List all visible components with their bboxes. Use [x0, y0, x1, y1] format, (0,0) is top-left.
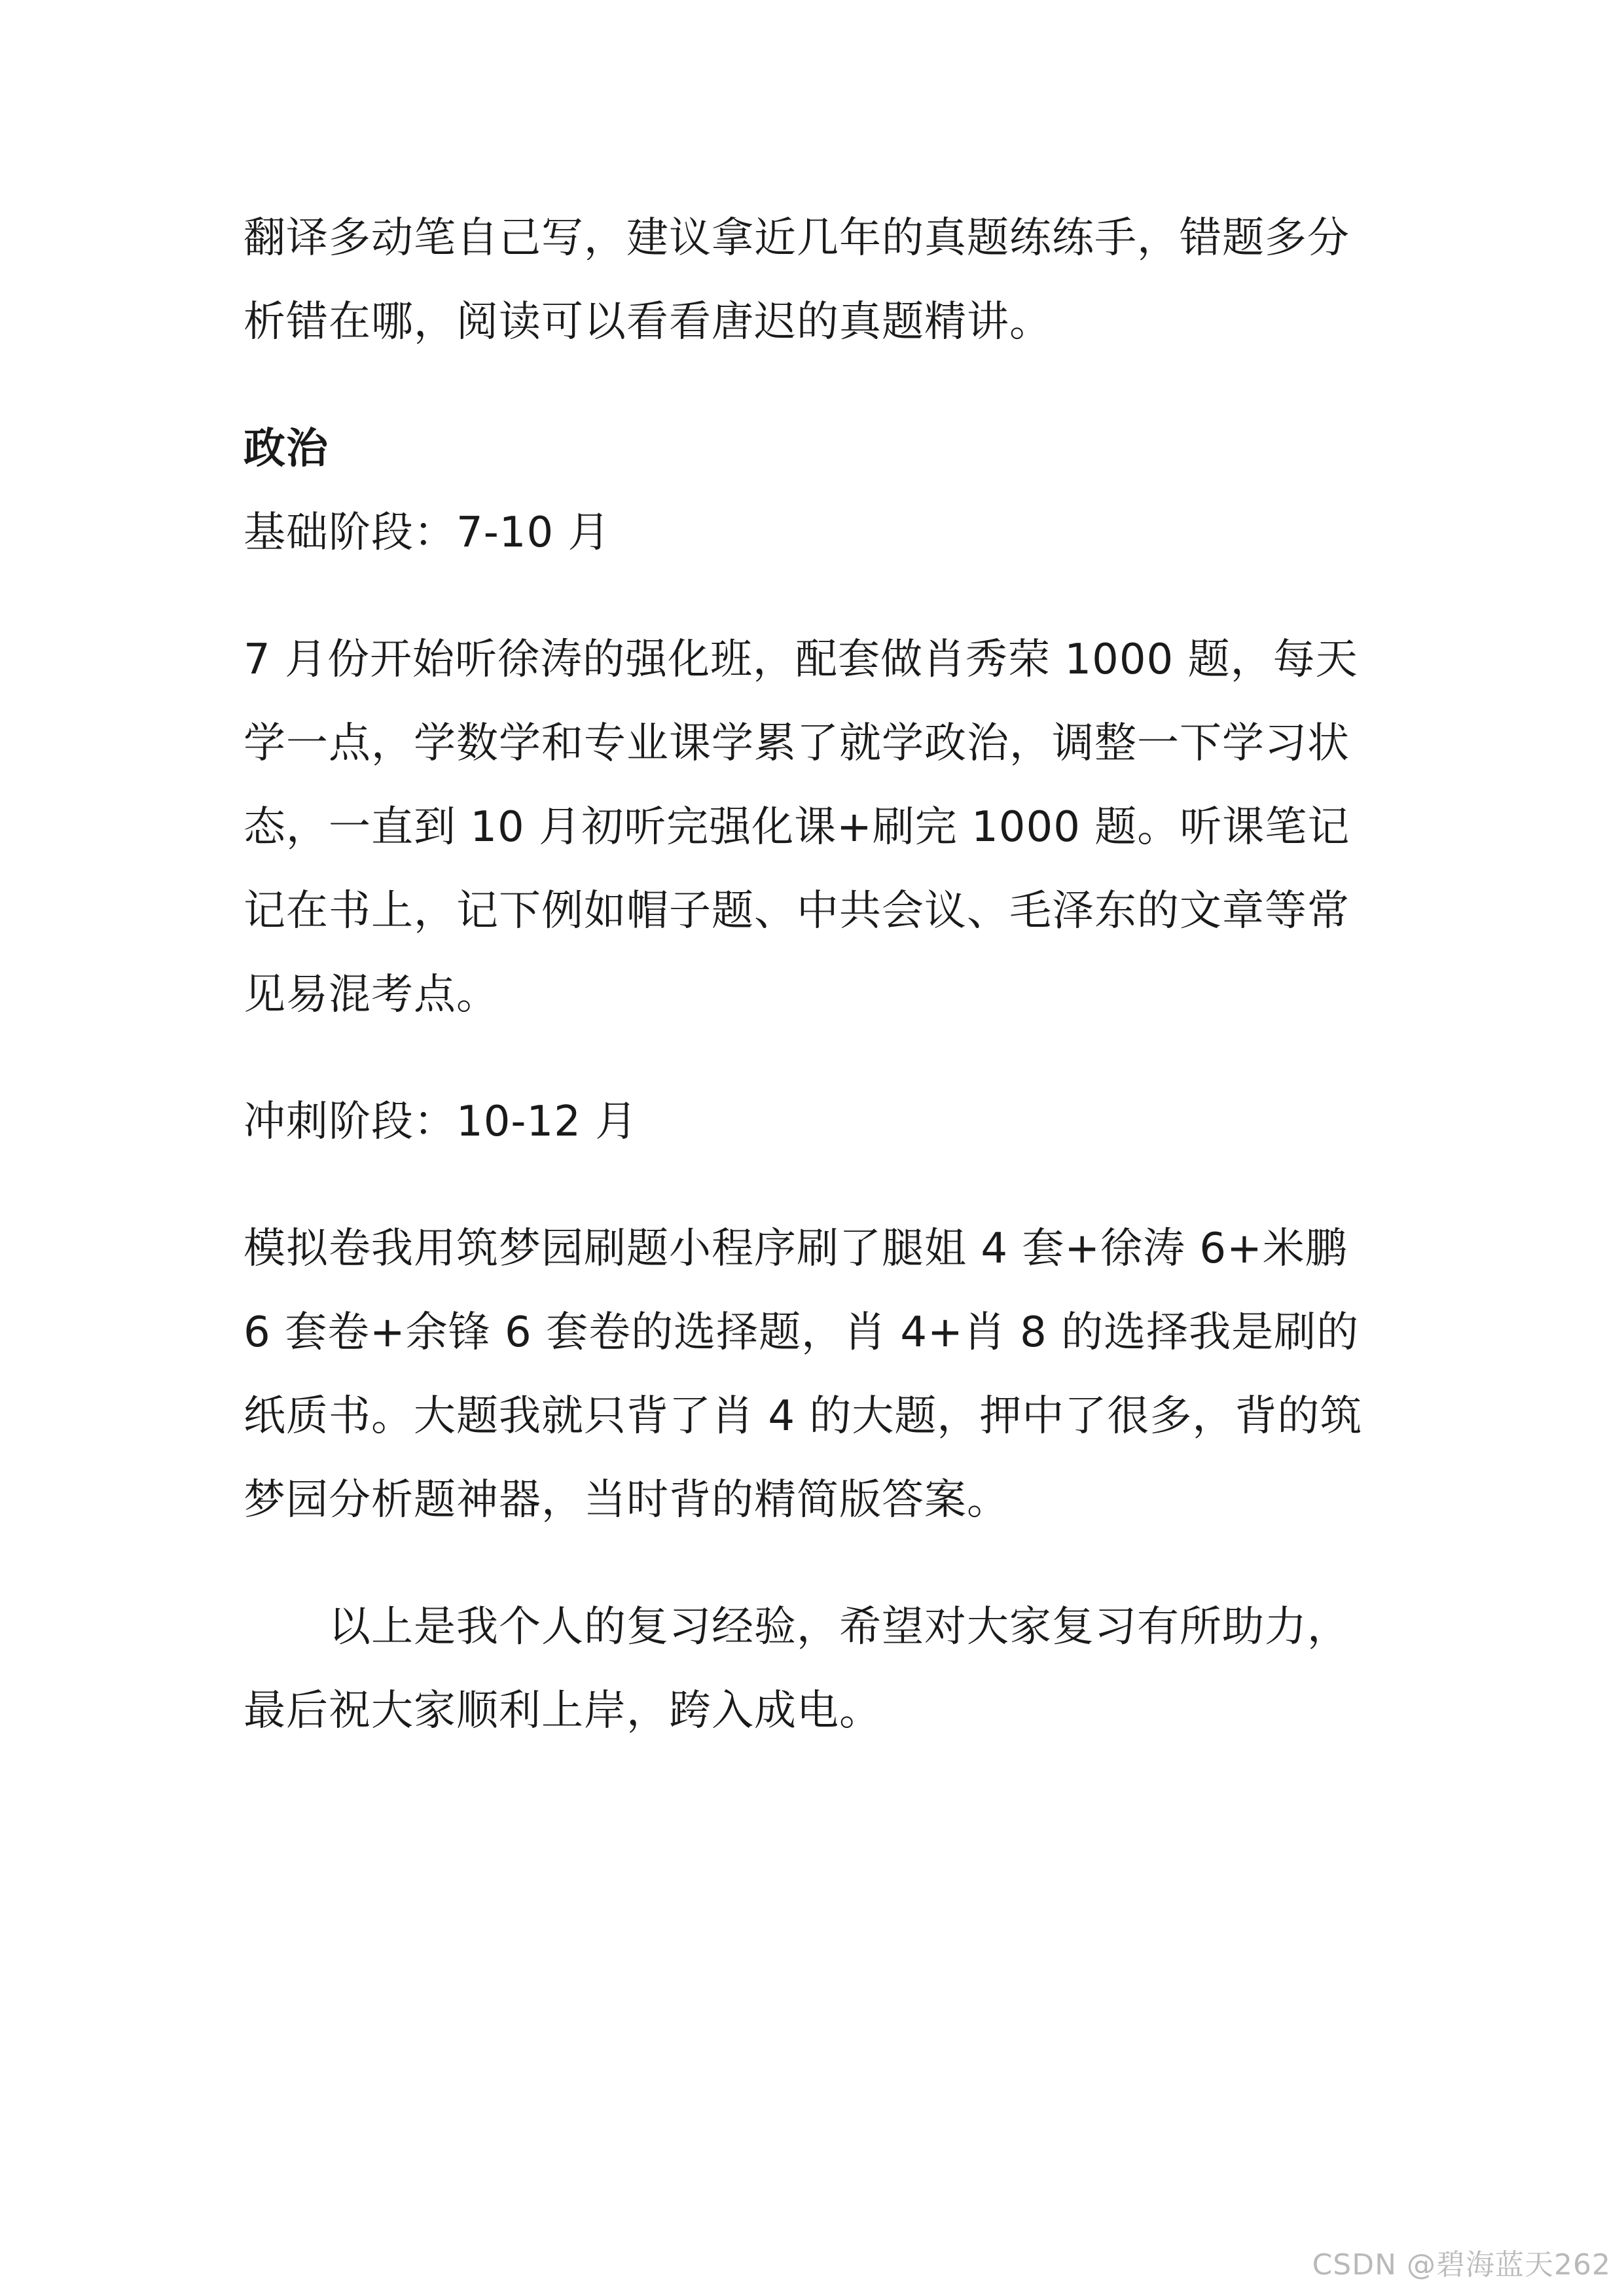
closing-paragraph: 以上是我个人的复习经验，希望对大家复习有所助力，最后祝大家顺利上岸，跨入成电。: [244, 1603, 1350, 1735]
document-content: [244, 196, 1382, 1753]
politics-heading: 政治: [244, 425, 329, 473]
sprint-stage-label: 冲刺阶段：10-12 月: [244, 1098, 638, 1146]
english-tip-paragraph: 翻译多动笔自己写，建议拿近几年的真题练练手，错题多分析错在哪，阅读可以看看唐迟的真题精讲。: [244, 214, 1350, 346]
basic-stage-body: 7 月份开始听徐涛的强化班，配套做肖秀荣 1000 题，每天学一点，学数学和专业课学累了就学政治，调整一下学习状态，一直到 10 月初听完强化课+刷完 1000 题。听课笔记记在书上，记下例如帽子题、中共会议、毛泽东的文章等常见易混考点。: [244, 636, 1358, 1019]
csdn-watermark: CSDN @碧海蓝天262: [1312, 2248, 1611, 2282]
sprint-stage-body: 模拟卷我用筑梦园刷题小程序刷了腿姐 4 套+徐涛 6+米鹏 6 套卷+余锋 6 套卷的选择题，肖 4+肖 8 的选择我是刷的纸质书。大题我就只背了肖 4 的大题，押中了很多，背的筑梦园分析题神器，当时背的精简版答案。: [244, 1225, 1363, 1524]
basic-stage-label: 基础阶段：7-10 月: [244, 509, 611, 557]
